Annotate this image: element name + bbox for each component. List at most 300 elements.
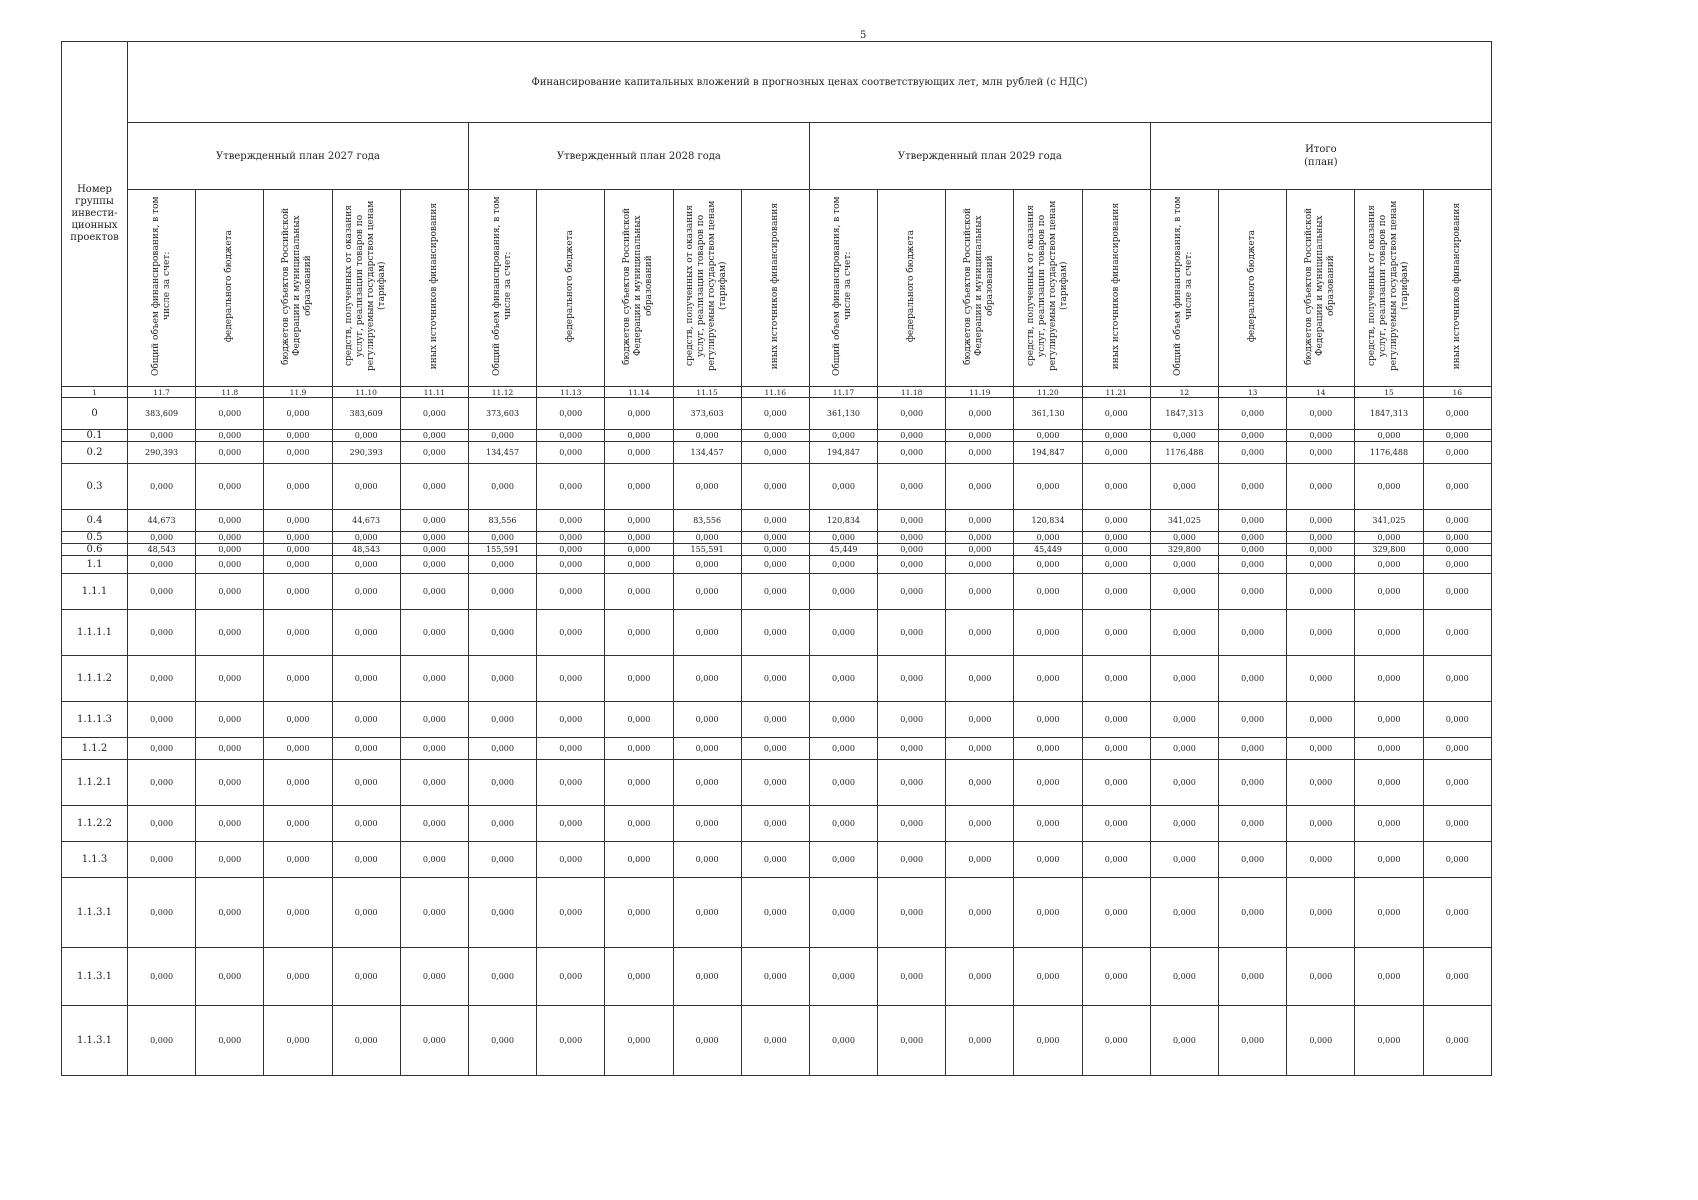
table-cell: 0,000 xyxy=(400,510,468,532)
table-cell: 0,000 xyxy=(332,656,400,702)
table-cell: 0,000 xyxy=(1423,610,1491,656)
table-cell: 0,000 xyxy=(1082,464,1150,510)
table-cell: 0,000 xyxy=(1082,842,1150,878)
table-cell: 0,000 xyxy=(741,510,809,532)
table-cell: 0,000 xyxy=(264,556,332,574)
table-cell: 134,457 xyxy=(673,442,741,464)
table-cell: 0,000 xyxy=(1219,544,1287,556)
table-cell: 0,000 xyxy=(946,544,1014,556)
table-cell: 0,000 xyxy=(1355,610,1423,656)
table-cell: 83,556 xyxy=(673,510,741,532)
table-cell: 0,000 xyxy=(1082,398,1150,430)
funding-source-header xyxy=(196,190,264,387)
table-cell: 0,000 xyxy=(946,510,1014,532)
table-cell: 0,000 xyxy=(264,702,332,738)
table-cell: 0,000 xyxy=(1423,574,1491,610)
table-cell: 0,000 xyxy=(400,544,468,556)
page-number: 5 xyxy=(860,30,867,41)
table-cell: 0,000 xyxy=(468,806,536,842)
funding-source-label: федерального бюджета xyxy=(565,229,576,343)
table-cell: 0,000 xyxy=(264,656,332,702)
table-cell: 0,000 xyxy=(809,574,877,610)
column-number: 11.11 xyxy=(400,387,468,398)
table-cell: 0,000 xyxy=(605,510,673,532)
table-cell: 0,000 xyxy=(1219,556,1287,574)
row-group-number: 1.1.1.1 xyxy=(62,610,128,656)
table-cell: 134,457 xyxy=(468,442,536,464)
table-cell: 0,000 xyxy=(605,656,673,702)
table-cell: 0,000 xyxy=(332,738,400,760)
table-cell: 0,000 xyxy=(605,702,673,738)
table-cell: 0,000 xyxy=(332,878,400,948)
table-cell: 0,000 xyxy=(537,878,605,948)
table-cell: 0,000 xyxy=(332,842,400,878)
table-cell: 0,000 xyxy=(1014,610,1082,656)
row-group-number: 0.6 xyxy=(62,544,128,556)
table-cell: 0,000 xyxy=(1082,430,1150,442)
table-cell: 0,000 xyxy=(1219,398,1287,430)
column-number: 11.12 xyxy=(468,387,536,398)
table-cell: 0,000 xyxy=(1150,574,1218,610)
table-cell: 0,000 xyxy=(537,556,605,574)
table-cell: 0,000 xyxy=(1287,544,1355,556)
table-cell: 0,000 xyxy=(196,532,264,544)
table-cell: 0,000 xyxy=(400,702,468,738)
table-cell: 329,800 xyxy=(1355,544,1423,556)
funding-source-header xyxy=(1014,190,1082,387)
table-cell: 0,000 xyxy=(1219,510,1287,532)
table-cell: 373,603 xyxy=(673,398,741,430)
funding-source-label: средств, полученных от оказания услуг, реализации товаров по регулируемым государством ценам (тарифам) xyxy=(344,200,388,372)
funding-source-label: Общий объем финансирования, в том числе за счет: xyxy=(150,196,172,376)
table-cell: 0,000 xyxy=(878,1006,946,1076)
table-cell: 44,673 xyxy=(332,510,400,532)
column-number: 11.16 xyxy=(741,387,809,398)
table-cell: 329,800 xyxy=(1150,544,1218,556)
table-cell: 0,000 xyxy=(1082,510,1150,532)
table-cell: 0,000 xyxy=(946,442,1014,464)
table-cell: 0,000 xyxy=(1355,702,1423,738)
table-cell: 0,000 xyxy=(468,738,536,760)
table-cell: 0,000 xyxy=(1287,702,1355,738)
table-row xyxy=(62,948,1492,1006)
row-group-number: 1.1.3.1 xyxy=(62,878,128,948)
table-cell: 0,000 xyxy=(1219,738,1287,760)
table-cell: 0,000 xyxy=(468,610,536,656)
table-cell: 0,000 xyxy=(1219,656,1287,702)
table-cell: 0,000 xyxy=(332,610,400,656)
table-cell: 44,673 xyxy=(128,510,196,532)
table-cell: 0,000 xyxy=(400,398,468,430)
table-cell: 0,000 xyxy=(878,738,946,760)
table-row xyxy=(62,556,1492,574)
table-cell: 290,393 xyxy=(128,442,196,464)
table-cell: 0,000 xyxy=(468,948,536,1006)
table-cell: 0,000 xyxy=(809,760,877,806)
funding-source-label: иных источников финансирования xyxy=(769,202,780,370)
table-row xyxy=(62,1006,1492,1076)
column-number: 11.21 xyxy=(1082,387,1150,398)
plan-group-header: Итого (план) xyxy=(1150,123,1491,190)
row-group-number: 1.1.1.3 xyxy=(62,702,128,738)
table-cell: 0,000 xyxy=(605,442,673,464)
funding-source-header xyxy=(809,190,877,387)
funding-source-label: Общий объем финансирования, в том числе за счет: xyxy=(832,196,854,376)
table-cell: 0,000 xyxy=(878,398,946,430)
table-cell: 0,000 xyxy=(605,760,673,806)
table-cell: 0,000 xyxy=(537,430,605,442)
table-cell: 0,000 xyxy=(128,702,196,738)
table-cell: 0,000 xyxy=(605,738,673,760)
table-cell: 0,000 xyxy=(878,544,946,556)
row-group-number: 1.1.3.1 xyxy=(62,948,128,1006)
funding-source-label: бюджетов субъектов Российской Федерации и муниципальных образований xyxy=(622,207,655,365)
row-group-number: 1.1.2 xyxy=(62,738,128,760)
table-cell: 0,000 xyxy=(946,806,1014,842)
table-cell: 0,000 xyxy=(1014,556,1082,574)
table-cell: 0,000 xyxy=(741,738,809,760)
column-number: 11.20 xyxy=(1014,387,1082,398)
table-cell: 0,000 xyxy=(1150,738,1218,760)
table-cell: 0,000 xyxy=(400,464,468,510)
table-cell: 0,000 xyxy=(878,656,946,702)
table-cell: 0,000 xyxy=(196,760,264,806)
table-cell: 0,000 xyxy=(264,430,332,442)
funding-source-label: федерального бюджета xyxy=(224,229,235,343)
table-cell: 0,000 xyxy=(264,510,332,532)
table-cell: 0,000 xyxy=(1150,556,1218,574)
table-cell: 0,000 xyxy=(264,878,332,948)
table-cell: 0,000 xyxy=(468,842,536,878)
table-cell: 0,000 xyxy=(537,574,605,610)
row-group-number: 0.3 xyxy=(62,464,128,510)
table-cell: 0,000 xyxy=(264,574,332,610)
table-cell: 0,000 xyxy=(741,702,809,738)
table-cell: 0,000 xyxy=(1423,510,1491,532)
table-cell: 83,556 xyxy=(468,510,536,532)
table-cell: 0,000 xyxy=(264,1006,332,1076)
table-cell: 0,000 xyxy=(196,610,264,656)
table-cell: 0,000 xyxy=(1355,842,1423,878)
table-cell: 0,000 xyxy=(809,464,877,510)
table-cell: 155,591 xyxy=(673,544,741,556)
table-cell: 0,000 xyxy=(1423,806,1491,842)
plan-group-header: Утвержденный план 2027 года xyxy=(128,123,469,190)
table-cell: 0,000 xyxy=(1355,806,1423,842)
table-cell: 0,000 xyxy=(128,878,196,948)
table-cell: 0,000 xyxy=(878,806,946,842)
table-cell: 0,000 xyxy=(673,842,741,878)
table-cell: 45,449 xyxy=(809,544,877,556)
table-cell: 0,000 xyxy=(128,948,196,1006)
table-row xyxy=(62,544,1492,556)
table-cell: 0,000 xyxy=(946,948,1014,1006)
funding-source-label: бюджетов субъектов Российской Федерации и муниципальных образований xyxy=(1304,207,1337,365)
table-row xyxy=(62,532,1492,544)
table-cell: 0,000 xyxy=(1219,610,1287,656)
table-cell: 0,000 xyxy=(1014,738,1082,760)
table-cell: 0,000 xyxy=(537,656,605,702)
table-cell: 0,000 xyxy=(946,702,1014,738)
row-group-number: 1.1.3 xyxy=(62,842,128,878)
table-cell: 0,000 xyxy=(1219,806,1287,842)
table-cell: 0,000 xyxy=(1082,574,1150,610)
table-cell: 0,000 xyxy=(946,556,1014,574)
table-cell: 45,449 xyxy=(1014,544,1082,556)
table-cell: 0,000 xyxy=(605,1006,673,1076)
table-cell: 0,000 xyxy=(1014,702,1082,738)
table-cell: 0,000 xyxy=(400,574,468,610)
table-cell: 341,025 xyxy=(1355,510,1423,532)
table-cell: 1176,488 xyxy=(1150,442,1218,464)
table-row xyxy=(62,842,1492,878)
table-cell: 0,000 xyxy=(741,806,809,842)
table-cell: 0,000 xyxy=(1423,702,1491,738)
table-cell: 0,000 xyxy=(1219,430,1287,442)
table-cell: 0,000 xyxy=(878,532,946,544)
funding-source-header xyxy=(741,190,809,387)
plan-group-header: Утвержденный план 2029 года xyxy=(809,123,1150,190)
table-cell: 0,000 xyxy=(1082,948,1150,1006)
row-group-number: 0.5 xyxy=(62,532,128,544)
table-cell: 0,000 xyxy=(400,532,468,544)
funding-source-label: Общий объем финансирования, в том числе за счет: xyxy=(1173,196,1195,376)
funding-source-label: средств, полученных от оказания услуг, реализации товаров по регулируемым государством ценам (тарифам) xyxy=(1026,200,1070,372)
table-cell: 0,000 xyxy=(673,556,741,574)
table-cell: 0,000 xyxy=(673,574,741,610)
table-cell: 0,000 xyxy=(605,532,673,544)
row-group-number: 1.1 xyxy=(62,556,128,574)
table-cell: 0,000 xyxy=(605,574,673,610)
table-cell: 0,000 xyxy=(946,1006,1014,1076)
table-cell: 0,000 xyxy=(196,430,264,442)
table-cell: 0,000 xyxy=(741,656,809,702)
table-cell: 0,000 xyxy=(468,556,536,574)
financing-table xyxy=(61,41,1492,1076)
table-cell: 0,000 xyxy=(400,842,468,878)
table-cell: 0,000 xyxy=(1150,948,1218,1006)
table-cell: 0,000 xyxy=(1355,878,1423,948)
table-cell: 120,834 xyxy=(809,510,877,532)
table-cell: 0,000 xyxy=(400,948,468,1006)
column-number: 12 xyxy=(1150,387,1218,398)
row-group-number: 1.1.2.2 xyxy=(62,806,128,842)
table-cell: 0,000 xyxy=(1150,878,1218,948)
table-cell: 0,000 xyxy=(946,738,1014,760)
table-cell: 0,000 xyxy=(741,544,809,556)
table-cell: 0,000 xyxy=(1014,464,1082,510)
table-cell: 0,000 xyxy=(741,760,809,806)
table-cell: 0,000 xyxy=(128,464,196,510)
table-cell: 0,000 xyxy=(128,806,196,842)
table-cell: 0,000 xyxy=(809,656,877,702)
funding-source-label: федерального бюджета xyxy=(906,229,917,343)
table-cell: 0,000 xyxy=(673,656,741,702)
table-cell: 0,000 xyxy=(946,430,1014,442)
row-group-header xyxy=(62,42,128,387)
table-cell: 0,000 xyxy=(741,532,809,544)
table-cell: 0,000 xyxy=(741,948,809,1006)
row-group-number: 1.1.3.1 xyxy=(62,1006,128,1076)
table-row xyxy=(62,760,1492,806)
table-cell: 0,000 xyxy=(1014,842,1082,878)
table-cell: 0,000 xyxy=(196,806,264,842)
column-number: 11.13 xyxy=(537,387,605,398)
table-cell: 0,000 xyxy=(400,806,468,842)
table-cell: 0,000 xyxy=(673,430,741,442)
row-group-number: 1.1.1.2 xyxy=(62,656,128,702)
table-cell: 0,000 xyxy=(1287,948,1355,1006)
table-cell: 0,000 xyxy=(1423,556,1491,574)
table-cell: 0,000 xyxy=(468,656,536,702)
table-cell: 0,000 xyxy=(946,532,1014,544)
table-cell: 0,000 xyxy=(1219,760,1287,806)
table-cell: 0,000 xyxy=(332,948,400,1006)
funding-source-label: федерального бюджета xyxy=(1247,229,1258,343)
row-group-number: 0.4 xyxy=(62,510,128,532)
table-cell: 0,000 xyxy=(332,556,400,574)
table-cell: 0,000 xyxy=(1287,878,1355,948)
table-row xyxy=(62,878,1492,948)
table-cell: 0,000 xyxy=(946,610,1014,656)
table-cell: 0,000 xyxy=(468,702,536,738)
table-cell: 0,000 xyxy=(128,760,196,806)
row-group-header-label: Номер группы инвести-ционных проектов xyxy=(70,184,119,243)
table-cell: 0,000 xyxy=(264,738,332,760)
column-number: 15 xyxy=(1355,387,1423,398)
funding-source-label: Общий объем финансирования, в том числе за счет: xyxy=(491,196,513,376)
table-cell: 0,000 xyxy=(673,702,741,738)
row-group-number: 0.1 xyxy=(62,430,128,442)
table-cell: 290,393 xyxy=(332,442,400,464)
table-cell: 0,000 xyxy=(196,738,264,760)
row-group-number: 1.1.1 xyxy=(62,574,128,610)
table-cell: 0,000 xyxy=(1287,442,1355,464)
table-cell: 0,000 xyxy=(1219,532,1287,544)
table-cell: 0,000 xyxy=(537,544,605,556)
table-cell: 0,000 xyxy=(1355,948,1423,1006)
table-row xyxy=(62,610,1492,656)
table-cell: 0,000 xyxy=(1423,878,1491,948)
column-number: 16 xyxy=(1423,387,1491,398)
table-cell: 0,000 xyxy=(673,610,741,656)
column-number: 11.19 xyxy=(946,387,1014,398)
table-cell: 0,000 xyxy=(400,760,468,806)
table-cell: 0,000 xyxy=(878,842,946,878)
table-cell: 0,000 xyxy=(1355,738,1423,760)
table-cell: 0,000 xyxy=(673,532,741,544)
table-cell: 0,000 xyxy=(196,702,264,738)
table-cell: 0,000 xyxy=(1355,556,1423,574)
table-cell: 0,000 xyxy=(605,556,673,574)
table-cell: 0,000 xyxy=(605,464,673,510)
table-cell: 0,000 xyxy=(741,430,809,442)
table-cell: 0,000 xyxy=(537,464,605,510)
table-cell: 0,000 xyxy=(809,948,877,1006)
table-cell: 0,000 xyxy=(1287,430,1355,442)
table-row xyxy=(62,574,1492,610)
funding-source-label: иных источников финансирования xyxy=(1110,202,1121,370)
table-cell: 0,000 xyxy=(1082,442,1150,464)
table-cell: 0,000 xyxy=(1219,1006,1287,1076)
table-cell: 0,000 xyxy=(264,806,332,842)
table-row xyxy=(62,510,1492,532)
funding-source-label: бюджетов субъектов Российской Федерации и муниципальных образований xyxy=(963,207,996,365)
funding-source-header xyxy=(946,190,1014,387)
table-cell: 1176,488 xyxy=(1355,442,1423,464)
table-cell: 0,000 xyxy=(1355,1006,1423,1076)
table-cell: 0,000 xyxy=(128,1006,196,1076)
table-cell: 383,609 xyxy=(332,398,400,430)
table-cell: 0,000 xyxy=(1287,510,1355,532)
table-cell: 0,000 xyxy=(946,760,1014,806)
plan-group-header: Утвержденный план 2028 года xyxy=(468,123,809,190)
table-cell: 0,000 xyxy=(605,398,673,430)
table-cell: 0,000 xyxy=(128,574,196,610)
table-cell: 0,000 xyxy=(332,532,400,544)
table-cell: 0,000 xyxy=(537,760,605,806)
table-cell: 0,000 xyxy=(1355,430,1423,442)
table-cell: 0,000 xyxy=(1150,610,1218,656)
table-cell: 0,000 xyxy=(1219,842,1287,878)
column-number: 11.18 xyxy=(878,387,946,398)
table-cell: 0,000 xyxy=(332,464,400,510)
table-cell: 0,000 xyxy=(1287,464,1355,510)
table-cell: 0,000 xyxy=(878,464,946,510)
table-cell: 0,000 xyxy=(809,738,877,760)
funding-source-header xyxy=(128,190,196,387)
table-cell: 0,000 xyxy=(1014,574,1082,610)
table-cell: 0,000 xyxy=(605,948,673,1006)
table-cell: 0,000 xyxy=(1014,656,1082,702)
table-cell: 0,000 xyxy=(196,544,264,556)
table-cell: 0,000 xyxy=(1355,574,1423,610)
table-cell: 0,000 xyxy=(264,842,332,878)
table-cell: 0,000 xyxy=(1219,442,1287,464)
table-cell: 0,000 xyxy=(1014,760,1082,806)
table-cell: 361,130 xyxy=(809,398,877,430)
table-cell: 0,000 xyxy=(1423,656,1491,702)
table-cell: 0,000 xyxy=(1014,806,1082,842)
funding-source-header xyxy=(1423,190,1491,387)
table-cell: 0,000 xyxy=(673,738,741,760)
table-cell: 0,000 xyxy=(400,556,468,574)
table-cell: 0,000 xyxy=(264,760,332,806)
table-cell: 0,000 xyxy=(878,948,946,1006)
table-cell: 0,000 xyxy=(809,610,877,656)
table-cell: 0,000 xyxy=(1423,948,1491,1006)
funding-source-header xyxy=(1219,190,1287,387)
table-row xyxy=(62,442,1492,464)
column-number: 11.9 xyxy=(264,387,332,398)
table-cell: 0,000 xyxy=(1082,544,1150,556)
table-cell: 0,000 xyxy=(468,574,536,610)
table-cell: 0,000 xyxy=(468,532,536,544)
table-cell: 0,000 xyxy=(1423,398,1491,430)
funding-source-label: средств, полученных от оказания услуг, реализации товаров по регулируемым государством ценам (тарифам) xyxy=(1366,200,1410,372)
table-cell: 0,000 xyxy=(537,738,605,760)
table-cell: 0,000 xyxy=(878,878,946,948)
table-cell: 120,834 xyxy=(1014,510,1082,532)
column-number: 11.7 xyxy=(128,387,196,398)
table-cell: 0,000 xyxy=(1014,532,1082,544)
table-cell: 0,000 xyxy=(946,574,1014,610)
table-cell: 0,000 xyxy=(537,398,605,430)
table-cell: 0,000 xyxy=(878,430,946,442)
table-row xyxy=(62,430,1492,442)
table-cell: 0,000 xyxy=(809,532,877,544)
column-number: 11.10 xyxy=(332,387,400,398)
